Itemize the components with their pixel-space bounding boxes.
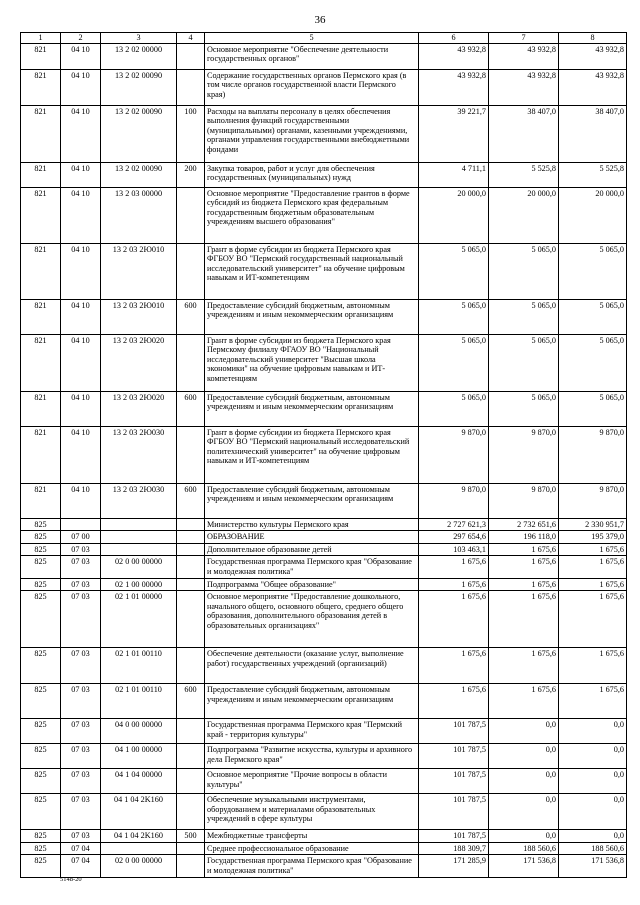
expense-type-cell: 500 — [177, 830, 205, 843]
amount-year3-cell: 20 000,0 — [559, 187, 627, 243]
table-body — [21, 43, 627, 877]
description-cell: Грант в форме субсидии из бюджета Пермского края ФГБОУ ВО "Пермский государственный национальный исследовательский университет" на обучение цифровым навыкам и ИТ-компетенциям — [205, 243, 419, 299]
amount-year1-cell: 9 870,0 — [419, 483, 489, 518]
table-row — [21, 842, 627, 855]
amount-year2-cell: 9 870,0 — [489, 483, 559, 518]
expense-type-cell — [177, 648, 205, 684]
admin-code-cell: 825 — [21, 578, 61, 591]
description-cell: Межбюджетные трансферты — [205, 830, 419, 843]
description-cell: Министерство культуры Пермского края — [205, 518, 419, 531]
target-article-cell: 13 2 03 2Ю020 — [101, 391, 177, 426]
admin-code-cell: 825 — [21, 684, 61, 719]
target-article-cell: 13 2 03 00000 — [101, 187, 177, 243]
admin-code-cell: 821 — [21, 243, 61, 299]
amount-year3-cell: 1 675,6 — [559, 543, 627, 556]
description-cell: Закупка товаров, работ и услуг для обеспечения государственных (муниципальных) нужд — [205, 162, 419, 187]
description-cell: Предоставление субсидий бюджетным, автономным учреждениям и иным некоммерческим организациям — [205, 483, 419, 518]
amount-year2-cell: 1 675,6 — [489, 648, 559, 684]
amount-year3-cell: 1 675,6 — [559, 556, 627, 578]
section-code-cell: 04 10 — [61, 426, 101, 483]
amount-year1-cell: 101 787,5 — [419, 794, 489, 830]
description-cell: Основное мероприятие "Обеспечение деятельности государственных органов" — [205, 43, 419, 69]
table-row — [21, 162, 627, 187]
description-cell: Грант в форме субсидии из бюджета Пермского края ФГБОУ ВО "Пермский национальный исследовательский политехнический университет" на обучение цифровым навыкам и ИТ-компетенциям — [205, 426, 419, 483]
table-row — [21, 744, 627, 769]
description-cell: Основное мероприятие "Предоставление дошкольного, начального общего, основного общего, среднего общего образования, дополнительного образования детей в образовательных организациях" — [205, 591, 419, 648]
section-code-cell: 04 10 — [61, 69, 101, 105]
amount-year1-cell: 2 727 621,3 — [419, 518, 489, 531]
expense-type-cell: 600 — [177, 483, 205, 518]
amount-year3-cell: 1 675,6 — [559, 578, 627, 591]
amount-year2-cell: 5 065,0 — [489, 334, 559, 391]
target-article-cell: 04 0 00 00000 — [101, 719, 177, 744]
expense-type-cell — [177, 769, 205, 794]
section-code-cell: 04 10 — [61, 243, 101, 299]
description-cell: Дополнительное образование детей — [205, 543, 419, 556]
table-row — [21, 299, 627, 334]
amount-year3-cell: 0,0 — [559, 744, 627, 769]
target-article-cell: 02 0 00 00000 — [101, 556, 177, 578]
target-article-cell: 13 2 02 00090 — [101, 162, 177, 187]
amount-year1-cell: 20 000,0 — [419, 187, 489, 243]
section-code-cell: 04 10 — [61, 187, 101, 243]
amount-year3-cell: 43 932,8 — [559, 69, 627, 105]
admin-code-cell: 825 — [21, 719, 61, 744]
amount-year3-cell: 5 065,0 — [559, 299, 627, 334]
expense-type-cell: 600 — [177, 391, 205, 426]
amount-year1-cell: 297 654,6 — [419, 531, 489, 544]
document-code: 5148-20 — [60, 876, 82, 883]
amount-year3-cell: 5 065,0 — [559, 391, 627, 426]
admin-code-cell: 821 — [21, 43, 61, 69]
description-cell: Расходы на выплаты персоналу в целях обеспечения выполнения функций государственными (муниципальными) органами, казенными учреждениями, органами управления государственными внебюджетными фондами — [205, 105, 419, 162]
section-code-cell: 07 03 — [61, 684, 101, 719]
target-article-cell — [101, 543, 177, 556]
section-code-cell: 04 10 — [61, 299, 101, 334]
description-cell: Предоставление субсидий бюджетным, автономным учреждениям и иным некоммерческим организациям — [205, 391, 419, 426]
admin-code-cell: 821 — [21, 334, 61, 391]
amount-year3-cell: 9 870,0 — [559, 483, 627, 518]
target-article-cell: 04 1 04 00000 — [101, 769, 177, 794]
page-number: 36 — [314, 14, 326, 26]
expense-type-cell — [177, 243, 205, 299]
expense-type-cell — [177, 43, 205, 69]
target-article-cell — [101, 518, 177, 531]
description-cell: Подпрограмма "Общее образование" — [205, 578, 419, 591]
amount-year3-cell: 195 379,0 — [559, 531, 627, 544]
admin-code-cell: 825 — [21, 769, 61, 794]
section-code-cell: 07 03 — [61, 543, 101, 556]
expense-type-cell — [177, 187, 205, 243]
description-cell: Предоставление субсидий бюджетным, автономным учреждениям и иным некоммерческим организациям — [205, 684, 419, 719]
table-row — [21, 648, 627, 684]
table-row — [21, 578, 627, 591]
amount-year3-cell: 5 065,0 — [559, 334, 627, 391]
description-cell: Содержание государственных органов Пермского края (в том числе органов государственной власти Пермского края) — [205, 69, 419, 105]
amount-year1-cell: 171 285,9 — [419, 855, 489, 877]
table-row — [21, 105, 627, 162]
expense-type-cell — [177, 842, 205, 855]
amount-year2-cell: 43 932,8 — [489, 69, 559, 105]
amount-year3-cell: 43 932,8 — [559, 43, 627, 69]
expense-type-cell: 600 — [177, 684, 205, 719]
amount-year1-cell: 5 065,0 — [419, 391, 489, 426]
section-code-cell: 07 03 — [61, 648, 101, 684]
amount-year2-cell: 196 118,0 — [489, 531, 559, 544]
amount-year2-cell: 1 675,6 — [489, 556, 559, 578]
target-article-cell — [101, 842, 177, 855]
amount-year2-cell: 20 000,0 — [489, 187, 559, 243]
expense-type-cell — [177, 543, 205, 556]
amount-year3-cell: 0,0 — [559, 794, 627, 830]
amount-year1-cell: 1 675,6 — [419, 648, 489, 684]
amount-year3-cell: 0,0 — [559, 830, 627, 843]
description-cell: ОБРАЗОВАНИЕ — [205, 531, 419, 544]
amount-year1-cell: 39 221,7 — [419, 105, 489, 162]
amount-year1-cell: 5 065,0 — [419, 334, 489, 391]
table-row — [21, 531, 627, 544]
amount-year1-cell: 101 787,5 — [419, 769, 489, 794]
column-header: 8 — [559, 33, 627, 44]
description-cell: Подпрограмма "Развитие искусства, культуры и архивного дела Пермского края" — [205, 744, 419, 769]
description-cell: Грант в форме субсидии из бюджета Пермского края Пермскому филиалу ФГАОУ ВО "Национальный исследовательский университет "Высшая школа экономики" на обучение цифровым навыкам и ИТ-компетенциям — [205, 334, 419, 391]
amount-year2-cell: 43 932,8 — [489, 43, 559, 69]
amount-year2-cell: 0,0 — [489, 769, 559, 794]
section-code-cell: 07 03 — [61, 591, 101, 648]
admin-code-cell: 821 — [21, 426, 61, 483]
description-cell: Государственная программа Пермского края "Образование и молодежная политика" — [205, 556, 419, 578]
table-row — [21, 426, 627, 483]
amount-year1-cell: 103 463,1 — [419, 543, 489, 556]
target-article-cell: 02 1 01 00110 — [101, 648, 177, 684]
target-article-cell: 04 1 04 2K160 — [101, 794, 177, 830]
admin-code-cell: 825 — [21, 531, 61, 544]
amount-year3-cell: 5 525,8 — [559, 162, 627, 187]
amount-year3-cell: 0,0 — [559, 719, 627, 744]
section-code-cell: 04 10 — [61, 105, 101, 162]
amount-year1-cell: 188 309,7 — [419, 842, 489, 855]
target-article-cell: 13 2 03 2Ю020 — [101, 334, 177, 391]
description-cell: Среднее профессиональное образование — [205, 842, 419, 855]
section-code-cell: 07 03 — [61, 830, 101, 843]
amount-year2-cell: 38 407,0 — [489, 105, 559, 162]
amount-year1-cell: 9 870,0 — [419, 426, 489, 483]
table-row — [21, 543, 627, 556]
amount-year3-cell: 9 870,0 — [559, 426, 627, 483]
section-code-cell: 04 10 — [61, 391, 101, 426]
section-code-cell: 07 03 — [61, 719, 101, 744]
admin-code-cell: 825 — [21, 842, 61, 855]
amount-year2-cell: 5 065,0 — [489, 299, 559, 334]
amount-year1-cell: 1 675,6 — [419, 578, 489, 591]
admin-code-cell: 825 — [21, 518, 61, 531]
column-header: 2 — [61, 33, 101, 44]
amount-year2-cell: 0,0 — [489, 719, 559, 744]
amount-year3-cell: 171 536,8 — [559, 855, 627, 877]
column-header: 5 — [205, 33, 419, 44]
admin-code-cell: 825 — [21, 591, 61, 648]
admin-code-cell: 825 — [21, 855, 61, 877]
admin-code-cell: 821 — [21, 105, 61, 162]
expense-type-cell — [177, 855, 205, 877]
amount-year3-cell: 1 675,6 — [559, 648, 627, 684]
column-header: 4 — [177, 33, 205, 44]
expense-type-cell — [177, 794, 205, 830]
budget-table — [20, 32, 627, 878]
amount-year2-cell: 1 675,6 — [489, 578, 559, 591]
expense-type-cell — [177, 531, 205, 544]
section-code-cell — [61, 518, 101, 531]
amount-year1-cell: 1 675,6 — [419, 684, 489, 719]
column-header: 3 — [101, 33, 177, 44]
expense-type-cell — [177, 556, 205, 578]
amount-year1-cell: 101 787,5 — [419, 830, 489, 843]
amount-year2-cell: 2 732 651,6 — [489, 518, 559, 531]
table-row — [21, 830, 627, 843]
table-row — [21, 591, 627, 648]
amount-year3-cell: 2 330 951,7 — [559, 518, 627, 531]
target-article-cell — [101, 531, 177, 544]
table-row — [21, 855, 627, 877]
amount-year1-cell: 1 675,6 — [419, 591, 489, 648]
target-article-cell: 13 2 02 00000 — [101, 43, 177, 69]
description-cell: Основное мероприятие "Предоставление грантов в форме субсидий из бюджета Пермского края федеральным государственным бюджетным образовательным учреждениям высшего образования" — [205, 187, 419, 243]
section-code-cell: 07 03 — [61, 556, 101, 578]
admin-code-cell: 821 — [21, 483, 61, 518]
amount-year2-cell: 1 675,6 — [489, 684, 559, 719]
expense-type-cell — [177, 334, 205, 391]
target-article-cell: 02 1 01 00110 — [101, 684, 177, 719]
amount-year2-cell: 9 870,0 — [489, 426, 559, 483]
section-code-cell: 07 04 — [61, 855, 101, 877]
section-code-cell: 07 04 — [61, 842, 101, 855]
admin-code-cell: 825 — [21, 830, 61, 843]
amount-year2-cell: 0,0 — [489, 830, 559, 843]
amount-year1-cell: 5 065,0 — [419, 299, 489, 334]
admin-code-cell: 825 — [21, 744, 61, 769]
table-row — [21, 43, 627, 69]
target-article-cell: 13 2 03 2Ю010 — [101, 299, 177, 334]
expense-type-cell: 600 — [177, 299, 205, 334]
admin-code-cell: 825 — [21, 556, 61, 578]
amount-year2-cell: 5 065,0 — [489, 391, 559, 426]
amount-year2-cell: 5 525,8 — [489, 162, 559, 187]
target-article-cell: 02 0 00 00000 — [101, 855, 177, 877]
amount-year1-cell: 43 932,8 — [419, 69, 489, 105]
table-row — [21, 187, 627, 243]
section-code-cell: 07 03 — [61, 744, 101, 769]
admin-code-cell: 825 — [21, 648, 61, 684]
column-header: 1 — [21, 33, 61, 44]
section-code-cell: 07 03 — [61, 769, 101, 794]
expense-type-cell — [177, 69, 205, 105]
admin-code-cell: 825 — [21, 794, 61, 830]
table-row — [21, 769, 627, 794]
table-row — [21, 243, 627, 299]
description-cell: Обеспечение музыкальными инструментами, оборудованием и материалами образовательных учреждений в сфере культуры — [205, 794, 419, 830]
table-row — [21, 684, 627, 719]
expense-type-cell — [177, 518, 205, 531]
column-header: 7 — [489, 33, 559, 44]
target-article-cell: 02 1 00 00000 — [101, 578, 177, 591]
amount-year2-cell: 0,0 — [489, 794, 559, 830]
description-cell: Предоставление субсидий бюджетным, автономным учреждениям и иным некоммерческим организациям — [205, 299, 419, 334]
amount-year3-cell: 188 560,6 — [559, 842, 627, 855]
table-row — [21, 556, 627, 578]
section-code-cell: 04 10 — [61, 334, 101, 391]
admin-code-cell: 825 — [21, 543, 61, 556]
amount-year2-cell: 0,0 — [489, 744, 559, 769]
table-row — [21, 391, 627, 426]
amount-year2-cell: 5 065,0 — [489, 243, 559, 299]
table-row — [21, 483, 627, 518]
table-row — [21, 69, 627, 105]
admin-code-cell: 821 — [21, 391, 61, 426]
description-cell: Государственная программа Пермского края "Образование и молодежная политика" — [205, 855, 419, 877]
table-row — [21, 794, 627, 830]
section-code-cell: 04 10 — [61, 43, 101, 69]
expense-type-cell — [177, 719, 205, 744]
table-row — [21, 719, 627, 744]
table-row — [21, 518, 627, 531]
description-cell: Обеспечение деятельности (оказание услуг, выполнение работ) государственных учреждений (организаций) — [205, 648, 419, 684]
admin-code-cell: 821 — [21, 162, 61, 187]
target-article-cell: 04 1 04 2K160 — [101, 830, 177, 843]
section-code-cell: 04 10 — [61, 162, 101, 187]
section-code-cell: 07 00 — [61, 531, 101, 544]
admin-code-cell: 821 — [21, 299, 61, 334]
amount-year1-cell: 4 711,1 — [419, 162, 489, 187]
target-article-cell: 13 2 02 00090 — [101, 69, 177, 105]
section-code-cell: 07 03 — [61, 794, 101, 830]
target-article-cell: 04 1 00 00000 — [101, 744, 177, 769]
expense-type-cell: 100 — [177, 105, 205, 162]
admin-code-cell: 821 — [21, 69, 61, 105]
expense-type-cell: 200 — [177, 162, 205, 187]
target-article-cell: 13 2 02 00090 — [101, 105, 177, 162]
amount-year3-cell: 38 407,0 — [559, 105, 627, 162]
amount-year1-cell: 43 932,8 — [419, 43, 489, 69]
header-row — [21, 33, 627, 44]
amount-year1-cell: 101 787,5 — [419, 744, 489, 769]
target-article-cell: 02 1 01 00000 — [101, 591, 177, 648]
table-row — [21, 334, 627, 391]
amount-year2-cell: 1 675,6 — [489, 543, 559, 556]
description-cell: Основное мероприятие "Прочие вопросы в области культуры" — [205, 769, 419, 794]
target-article-cell: 13 2 03 2Ю030 — [101, 426, 177, 483]
amount-year3-cell: 1 675,6 — [559, 591, 627, 648]
admin-code-cell: 821 — [21, 187, 61, 243]
section-code-cell: 07 03 — [61, 578, 101, 591]
section-code-cell: 04 10 — [61, 483, 101, 518]
amount-year3-cell: 1 675,6 — [559, 684, 627, 719]
amount-year3-cell: 5 065,0 — [559, 243, 627, 299]
description-cell: Государственная программа Пермского края "Пермский край - территория культуры" — [205, 719, 419, 744]
target-article-cell: 13 2 03 2Ю010 — [101, 243, 177, 299]
expense-type-cell — [177, 578, 205, 591]
amount-year1-cell: 1 675,6 — [419, 556, 489, 578]
target-article-cell: 13 2 03 2Ю030 — [101, 483, 177, 518]
expense-type-cell — [177, 591, 205, 648]
amount-year3-cell: 0,0 — [559, 769, 627, 794]
amount-year2-cell: 1 675,6 — [489, 591, 559, 648]
amount-year1-cell: 101 787,5 — [419, 719, 489, 744]
column-header: 6 — [419, 33, 489, 44]
amount-year2-cell: 188 560,6 — [489, 842, 559, 855]
expense-type-cell — [177, 744, 205, 769]
amount-year2-cell: 171 536,8 — [489, 855, 559, 877]
expense-type-cell — [177, 426, 205, 483]
amount-year1-cell: 5 065,0 — [419, 243, 489, 299]
